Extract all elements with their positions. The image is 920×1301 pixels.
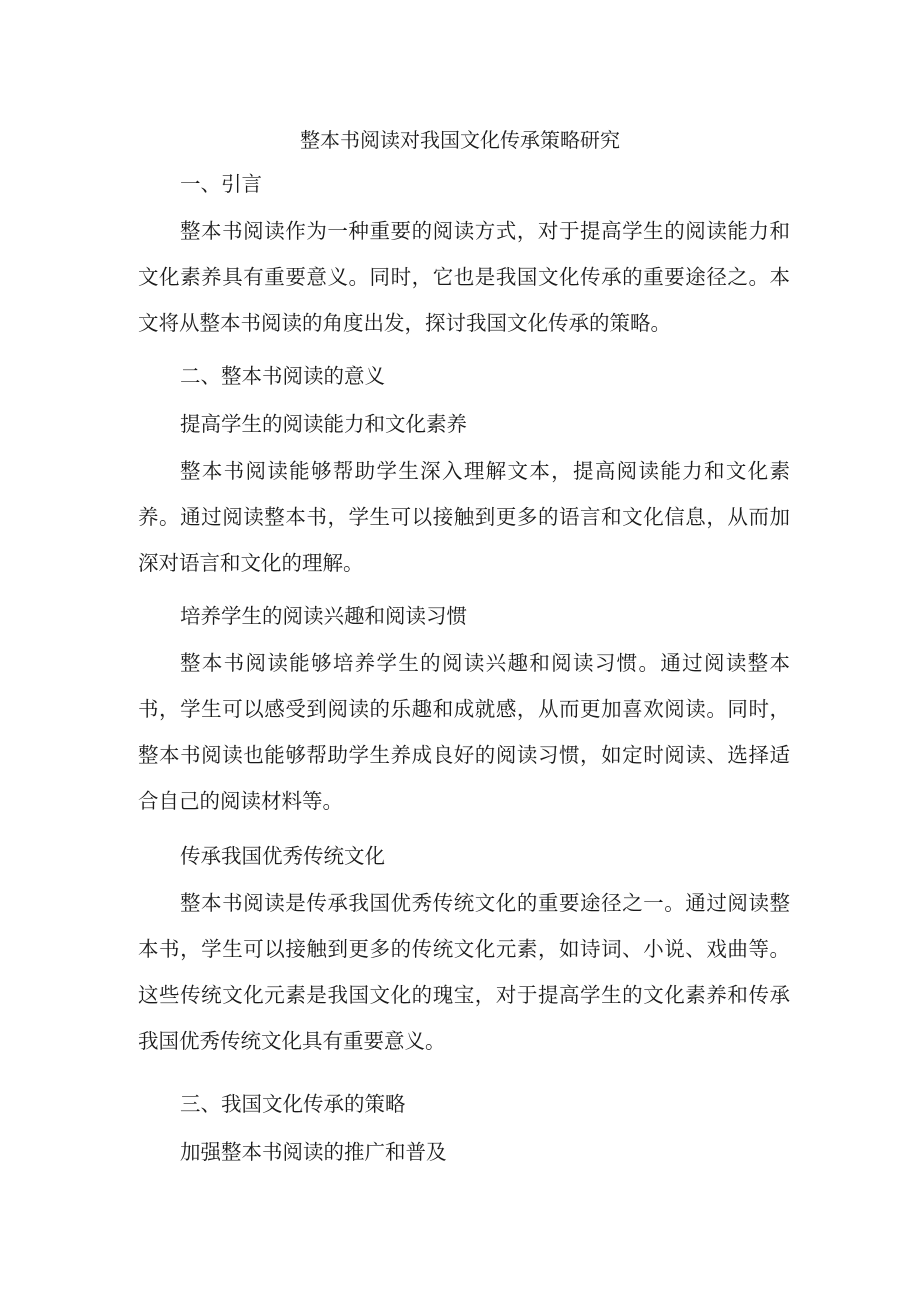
- paragraph-introduction: 整本书阅读作为一种重要的阅读方式，对于提高学生的阅读能力和文化素养具有重要意义。同时，它也是我国文化传承的重要途径之。本文将从整本书阅读的角度出发，探讨我国文化传承的策略。: [138, 219, 790, 335]
- section-heading-significance: 二、整本书阅读的意义: [180, 364, 385, 388]
- document-title: 整本书阅读对我国文化传承策略研究: [300, 128, 620, 152]
- paragraph-reading-ability: 整本书阅读能够帮助学生深入理解文本，提高阅读能力和文化素养。通过阅读整本书，学生可以接触到更多的语言和文化信息，从而加深对语言和文化的理解。: [138, 459, 790, 575]
- subheading-reading-ability: 提高学生的阅读能力和文化素养: [180, 412, 467, 436]
- subheading-reading-interest: 培养学生的阅读兴趣和阅读习惯: [180, 604, 467, 628]
- section-heading-strategies: 三、我国文化传承的策略: [180, 1092, 406, 1116]
- paragraph-traditional-culture: 整本书阅读是传承我国优秀传统文化的重要途径之一。通过阅读整本书，学生可以接触到更多的传统文化元素，如诗词、小说、戏曲等。这些传统文化元素是我国文化的瑰宝，对于提高学生的文化素养和传承我国优秀传统文化具有重要意义。: [138, 891, 790, 1053]
- section-heading-introduction: 一、引言: [180, 172, 262, 196]
- paragraph-reading-interest: 整本书阅读能够培养学生的阅读兴趣和阅读习惯。通过阅读整本书，学生可以感受到阅读的乐趣和成就感，从而更加喜欢阅读。同时，整本书阅读也能够帮助学生养成良好的阅读习惯，如定时阅读、选择适合自己的阅读材料等。: [138, 651, 790, 813]
- subheading-traditional-culture: 传承我国优秀传统文化: [180, 844, 385, 868]
- subheading-promotion: 加强整本书阅读的推广和普及: [180, 1140, 447, 1164]
